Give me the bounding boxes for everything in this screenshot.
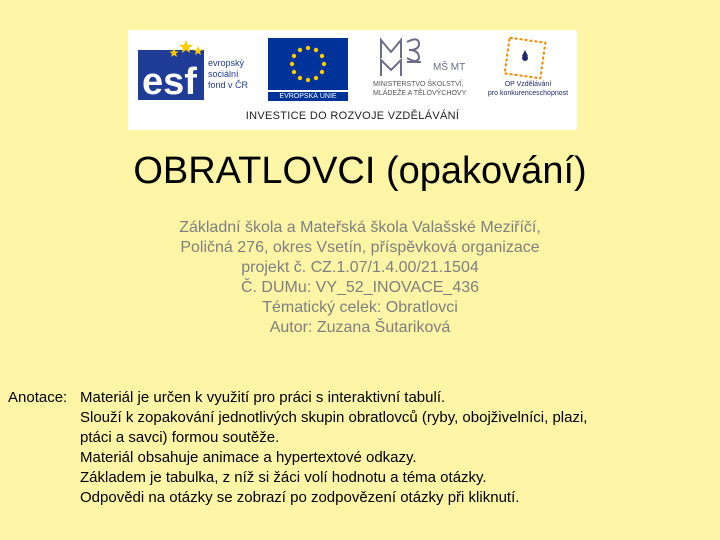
- esf-wordmark: esf: [142, 61, 197, 100]
- msmt-mark: MŠ MT: [433, 62, 466, 73]
- msmt-line: MINISTERSTVO ŠKOLSTVÍ,: [373, 81, 464, 88]
- info-line: projekt č. CZ.1.07/1.4.00/21.1504: [241, 259, 479, 276]
- esf-logo: [138, 36, 263, 100]
- info-line: Základní škola a Mateřská škola Valašské Meziříčí,: [179, 219, 541, 236]
- annotation-line: Materiál je určen k využití pro práci s interaktivní tabulí.: [80, 389, 446, 406]
- info-line: Autor: Zuzana Šutariková: [269, 319, 451, 336]
- esf-line: fond v ČR: [208, 80, 249, 90]
- annotation-line: ptáci a savci) formou soutěže.: [80, 429, 280, 446]
- info-line: Č. DUMu: VY_52_INOVACE_436: [240, 279, 480, 296]
- annotation-label: Anotace:: [8, 389, 68, 406]
- op-line: pro konkurenceschopnost: [487, 90, 569, 97]
- msmt-line: MLÁDEŽE A TĚLOVÝCHOVY: [373, 90, 467, 97]
- info-line: Poličná 276, okres Vsetín, příspěvková organizace: [180, 239, 540, 256]
- op-line: OP Vzdělávání: [504, 81, 552, 88]
- logo-banner: [128, 30, 577, 130]
- info-line: Tématický celek: Obratlovci: [262, 299, 458, 316]
- banner-tagline: INVESTICE DO ROZVOJE VZDĚLÁVÁNÍ: [245, 110, 460, 122]
- annotation-line: Odpovědi na otázky se zobrazí po zodpovězení otázky při kliknutí.: [80, 489, 520, 506]
- op-vk-logo: [483, 36, 573, 100]
- msmt-logo: [373, 36, 478, 100]
- esf-line: sociální: [208, 69, 239, 79]
- info-block: [0, 218, 720, 338]
- eu-caption: EVROPSKÁ UNIE: [268, 92, 348, 101]
- annotation-line: Základem je tabulka, z níž si žáci volí hodnotu a téma otázky.: [80, 469, 487, 486]
- esf-line: evropský: [208, 58, 245, 68]
- page-title: OBRATLOVCI (opakování): [133, 150, 587, 192]
- annotation-line: Materiál obsahuje animace a hypertextové odkazy.: [80, 449, 417, 466]
- eu-flag-logo: [268, 38, 348, 100]
- annotation-line: Slouží k zopakování jednotlivých skupin obratlovců (ryby, obojživelníci, plazi,: [80, 409, 588, 426]
- annotation-block: [8, 388, 714, 508]
